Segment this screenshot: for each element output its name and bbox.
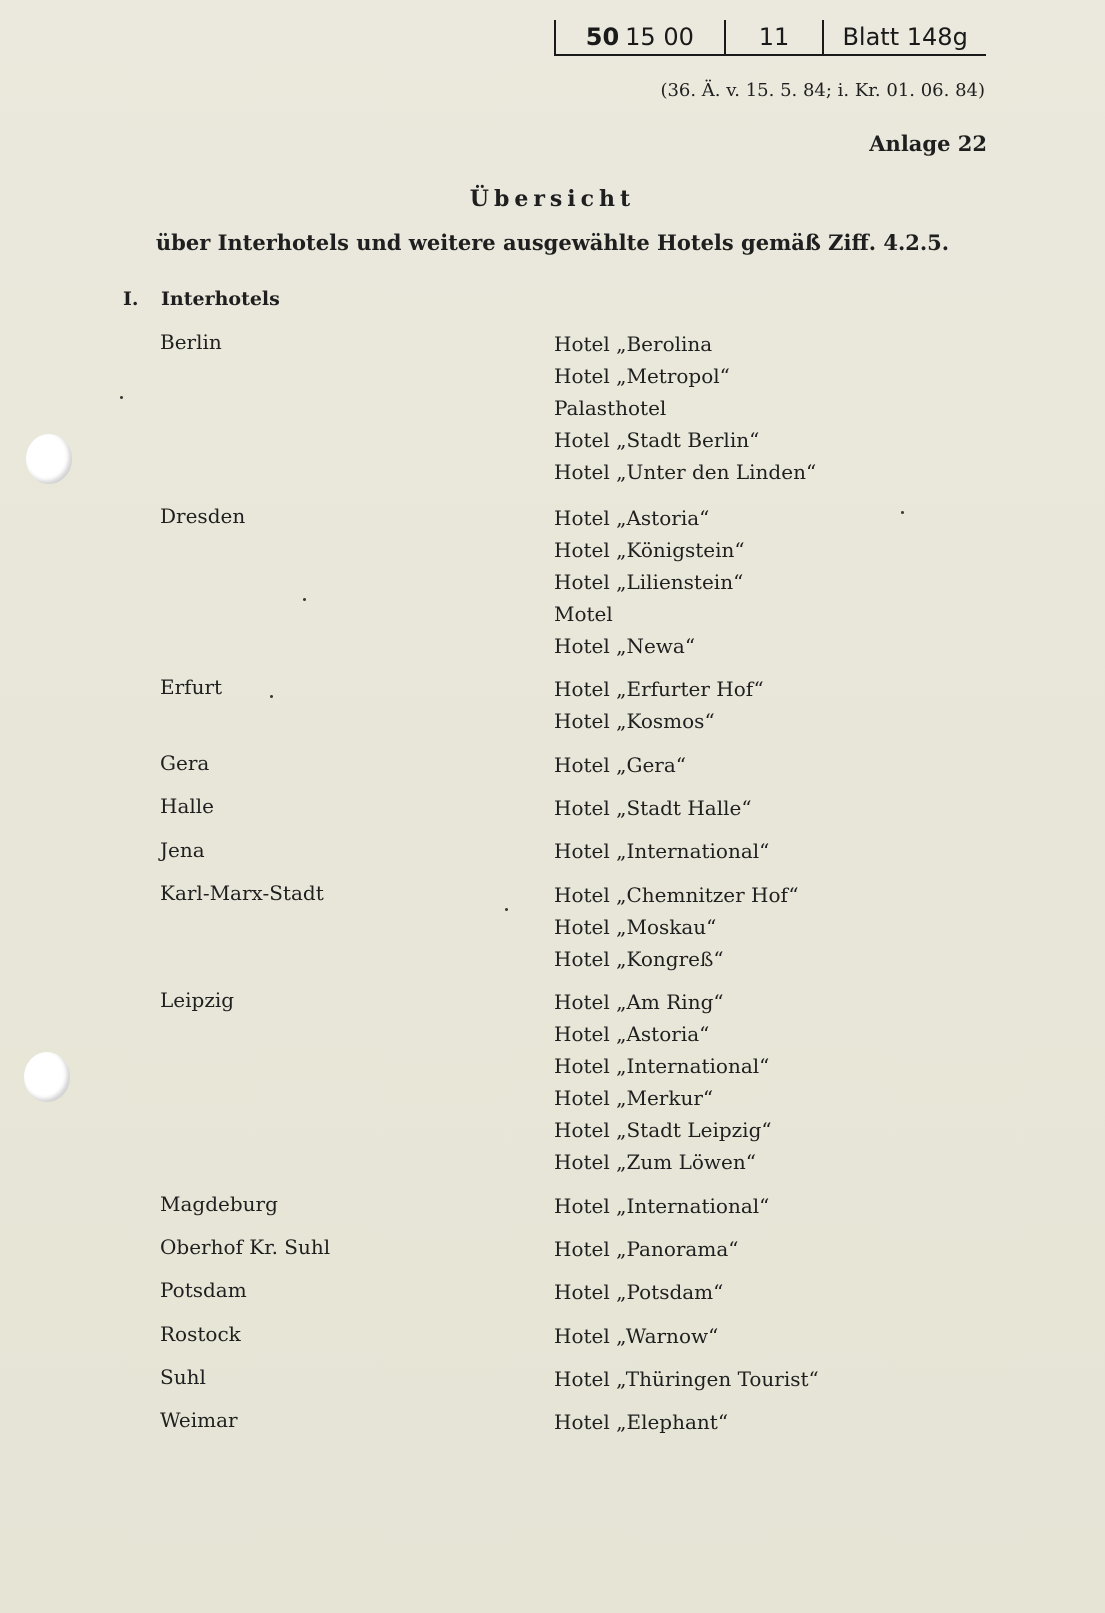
city-name: Erfurt [160,675,223,699]
hotel-entry: Hotel „Unter den Linden“ [554,460,817,484]
hotel-entry: Hotel „Lilienstein“ [554,570,744,594]
hotel-entry: Hotel „Zum Löwen“ [554,1150,756,1174]
hotel-entry: Hotel „Stadt Berlin“ [554,428,760,452]
hotel-entry: Hotel „Kosmos“ [554,709,715,733]
hotel-entry: Hotel „International“ [554,839,770,863]
city-name: Magdeburg [160,1192,278,1216]
document-code: 50 15 00 [554,20,724,56]
city-name: Berlin [160,330,222,354]
hotel-entry: Hotel „Moskau“ [554,915,717,939]
sheet-number: Blatt 148g [822,20,986,56]
city-name: Rostock [160,1322,241,1346]
document-header [554,20,986,56]
speck [270,695,273,698]
hotel-entry: Hotel „Königstein“ [554,538,745,562]
hotel-entry: Hotel „Panorama“ [554,1237,739,1261]
city-name: Jena [160,838,205,862]
hotel-entry: Hotel „International“ [554,1054,770,1078]
city-name: Karl-Marx-Stadt [160,881,324,905]
hotel-entry: Hotel „Warnow“ [554,1324,719,1348]
city-name: Halle [160,794,214,818]
speck [901,511,904,514]
hotel-entry: Hotel „Stadt Leipzig“ [554,1118,772,1142]
speck [120,396,123,399]
city-name: Gera [160,751,210,775]
city-name: Dresden [160,504,246,528]
hotel-entry: Hotel „Am Ring“ [554,990,724,1014]
hotel-entry: Motel [554,602,613,626]
hotel-entry: Hotel „Astoria“ [554,1022,710,1046]
page-subtitle: über Interhotels und weitere ausgewählte Hotels gemäß Ziff. 4.2.5. [155,230,950,255]
hotel-entry: Hotel „Chemnitzer Hof“ [554,883,799,907]
hotel-entry: Hotel „Merkur“ [554,1086,714,1110]
hotel-entry: Hotel „Gera“ [554,753,686,777]
section-heading: I. Interhotels [123,288,280,310]
annex-label: Anlage 22 [869,131,987,156]
page-title: Übersicht [469,186,636,212]
hotel-entry: Hotel „Metropol“ [554,364,730,388]
speck [505,908,508,911]
amendment-note: (36. Ä. v. 15. 5. 84; i. Kr. 01. 06. 84) [660,80,985,101]
hotel-entry: Hotel „Thüringen Tourist“ [554,1367,819,1391]
city-name: Potsdam [160,1278,247,1302]
hotel-entry: Hotel „Erfurter Hof“ [554,677,764,701]
hotel-entry: Hotel „International“ [554,1194,770,1218]
hotel-entry: Hotel „Stadt Halle“ [554,796,752,820]
city-name: Oberhof Kr. Suhl [160,1235,331,1259]
hotel-entry: Hotel „Elephant“ [554,1410,729,1434]
hotel-entry: Hotel „Potsdam“ [554,1280,724,1304]
punch-hole [26,434,72,484]
city-name: Suhl [160,1365,206,1389]
city-name: Weimar [160,1408,238,1432]
punch-hole [24,1052,70,1102]
speck [303,598,306,601]
city-name: Leipzig [160,988,235,1012]
hotel-entry: Hotel „Kongreß“ [554,947,724,971]
hotel-entry: Hotel „Berolina [554,332,713,356]
hotel-entry: Hotel „Newa“ [554,634,696,658]
document-number: 11 [724,20,823,56]
hotel-entry: Hotel „Astoria“ [554,506,710,530]
hotel-entry: Palasthotel [554,396,667,420]
